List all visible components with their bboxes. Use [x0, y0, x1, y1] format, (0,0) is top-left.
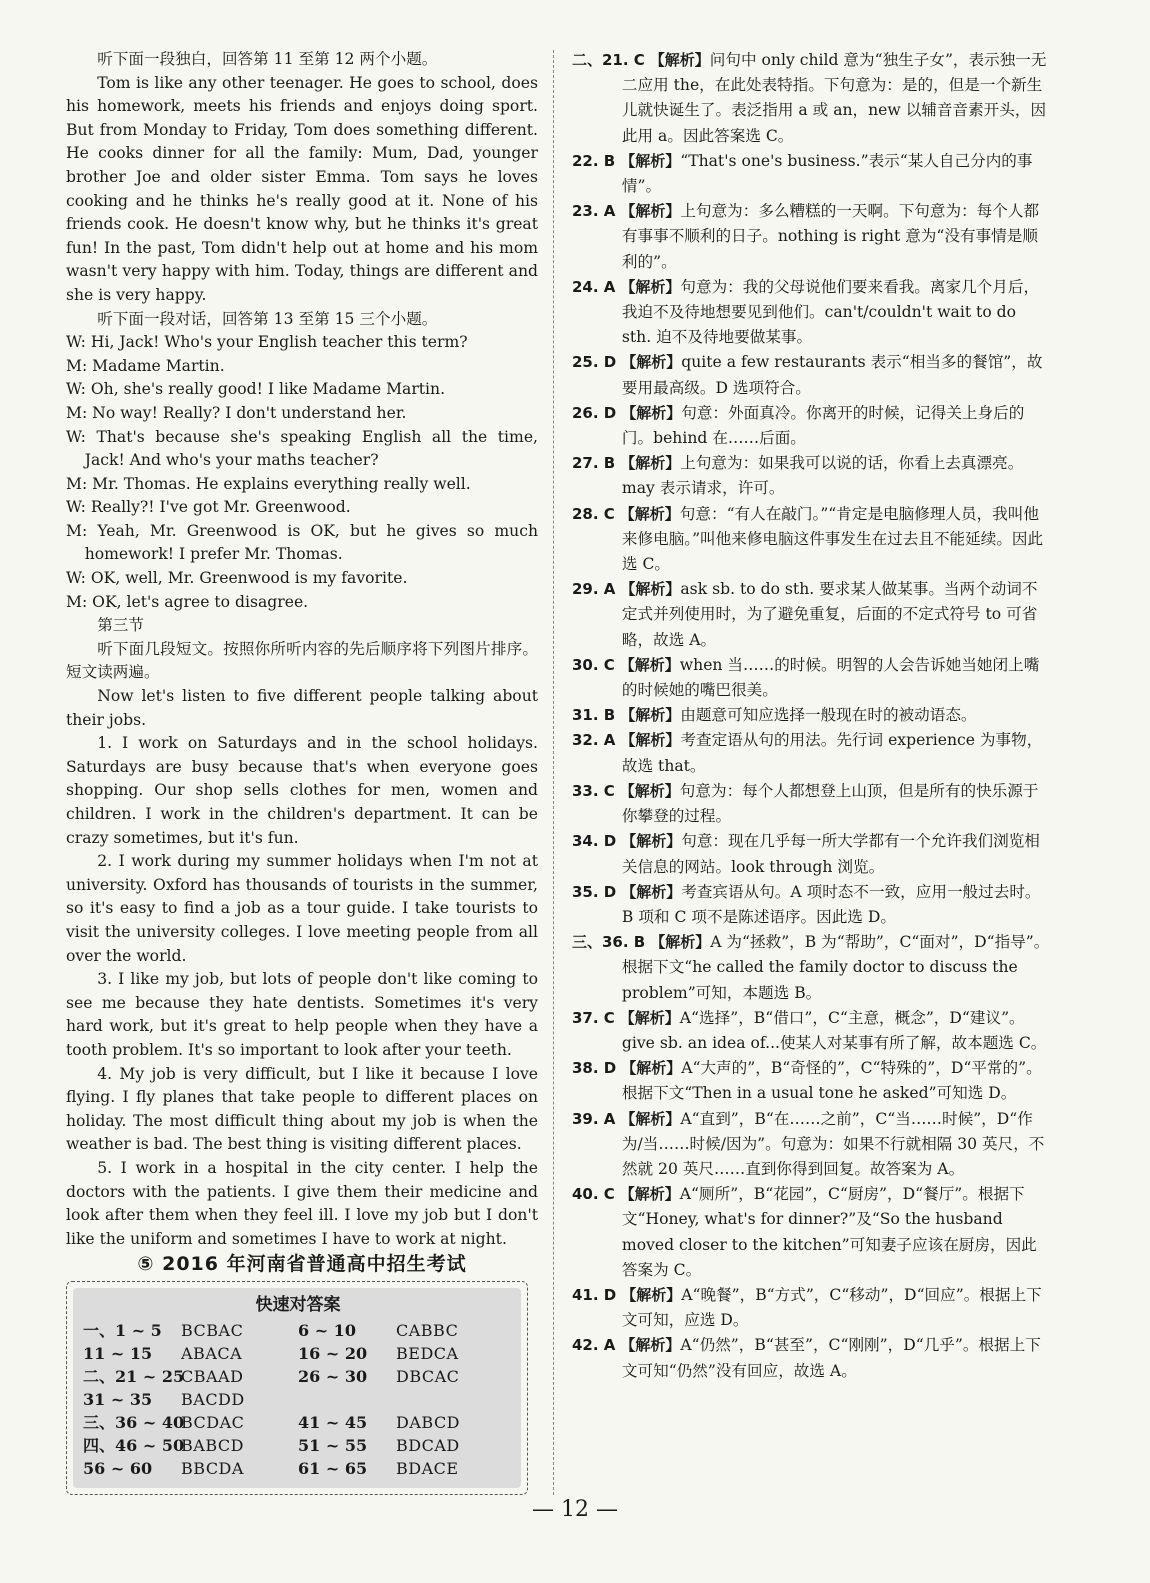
analysis-tag: 【解析】 [619, 1008, 680, 1027]
explanation-item [572, 1283, 1050, 1333]
item-number: 30. C [572, 655, 615, 674]
item-text: A“厕所”，B“花园”，C“厨房”，D“餐厅”。根据下文“Honey, what's for dinner?”及“So the husband moved closer to the kitchen”可知妻子应该在厨房，因此答案为 C。 [621, 1185, 1037, 1279]
analysis-tag: 【解析】 [620, 731, 681, 750]
answer-box-inner [73, 1288, 521, 1488]
analysis-tag: 【解析】 [621, 1059, 682, 1078]
answer-row [83, 1365, 513, 1388]
dialogue [66, 331, 538, 614]
answer-range: 61 ~ 65 [298, 1458, 368, 1478]
explanation-item [572, 703, 1050, 728]
item-text: A 为“拯救”，B 为“帮助”，C“面对”，D“指导”。根据下文“he called the family doctor to discuss the problem”可知，本题选 B。 [621, 933, 1050, 1002]
answer-value: BDCAD [396, 1435, 460, 1455]
answer-range: 四、46 ~ 50 [83, 1435, 185, 1455]
item-number: 26. D [572, 403, 617, 422]
analysis-tag: 【解析】 [621, 353, 682, 372]
item-text: 句意：“有人在敲门。”“肯定是电脑修理人员，我叫他来修电脑。”叫他来修电脑这件事发生在过去且不能延续。因此选 C。 [621, 504, 1044, 574]
answer-value: BACDD [181, 1389, 245, 1409]
item-number: 40. C [572, 1185, 615, 1204]
explanation-item [572, 350, 1050, 400]
item-number: 24. A [572, 277, 616, 296]
answer-range: 26 ~ 30 [298, 1366, 368, 1386]
answer-value: BCDAC [181, 1412, 245, 1432]
analysis-tag: 【解析】 [619, 1185, 680, 1204]
item-text: 上句意为：多么糟糕的一天啊。下句意为：每个人都有事事不顺利的日子。nothing is right 意为“没有事情是顺利的”。 [621, 202, 1040, 271]
item-text: 句意：外面真冷。你离开的时候，记得关上身后的门。behind 在……后面。 [621, 403, 1025, 448]
dialogue-line: M: Mr. Thomas. He explains everything really well. [66, 474, 471, 493]
dialogue-line: M: Yeah, Mr. Greenwood is OK, but he gives so much homework! I prefer Mr. Thomas. [66, 521, 538, 564]
quick-answer-box [66, 1281, 528, 1495]
analysis-tag: 【解析】 [621, 882, 682, 901]
section-title: 第三节 [97, 616, 144, 635]
item-text: A“直到”，B“在……之前”，C“当……时候”，D“作为/当……时候/因为”。句意为：如果不行就相隔 30 英尺，不然就 20 英尺……直到你得到回复。故答案为 A。 [621, 1109, 1045, 1178]
item-text: 考查宾语从句。A 项时态不一致，应用一般过去时。B 项和 C 项不是陈述语序。因此选 D。 [621, 882, 1041, 926]
analysis-tag: 【解析】 [649, 51, 710, 69]
answer-range: 二、21 ~ 25 [83, 1366, 185, 1386]
analysis-tag: 【解析】 [621, 403, 682, 422]
item-text: ask sb. to do sth. 要求某人做某事。当两个动词不定式并列使用时，为了避免重复，后面的不定式符号 to 可省略，故选 A。 [621, 580, 1038, 649]
explanation-item [572, 199, 1050, 275]
item-number: 42. A [572, 1336, 616, 1355]
item-text: 句意为：每个人都想登上山顶，但是所有的快乐源于你攀登的过程。 [621, 781, 1039, 826]
passage: 4. My job is very difficult, but I like it because I love flying. I fly planes that take people to different places on holiday. The most difficult thing about my job is when the weather is bad. The best thing is visiting different places. [66, 1064, 538, 1154]
item-number: 22. B [572, 151, 616, 170]
explanation-item [572, 502, 1050, 578]
analysis-tag: 【解析】 [650, 933, 711, 952]
analysis-tag: 【解析】 [620, 454, 681, 473]
dialogue-intro: 听下面一段对话，回答第 13 至第 15 三个小题。 [97, 309, 438, 328]
passage: 3. I like my job, but lots of people don't like coming to see me because they hate dentists. Sometimes it's very hard work, but it's great to help people when they have a tooth problem. It's so important to look after your teeth. [66, 970, 538, 1059]
analysis-tag: 【解析】 [619, 781, 680, 800]
item-number: 41. D [572, 1285, 617, 1304]
analysis-tag: 【解析】 [620, 580, 681, 599]
passage-intro: Now let's listen to five different people talking about their jobs. [66, 687, 538, 729]
analysis-tag: 【解析】 [620, 202, 681, 221]
explanation-item [572, 653, 1050, 703]
item-text: A“大声的”，B“奇怪的”，C“特殊的”，D“平常的”。根据下文“Then in a usual tone he asked”可知选 D。 [621, 1059, 1042, 1103]
explanation-item [572, 1006, 1050, 1056]
explanation-item [572, 880, 1050, 930]
explanation-item [572, 779, 1050, 829]
item-text: quite a few restaurants 表示“相当多的餐馆”，故要用最高级。D 选项符合。 [621, 353, 1043, 397]
answer-row [83, 1434, 513, 1457]
monologue-text: Tom is like any other teenager. He goes to school, does his homework, meets his friends and enjoys doing sport. But from Monday to Friday, Tom does something different. He cooks dinner for all the family: Mum, Dad, younger brother Joe and older sister Emma. Tom says he loves cooking and he thinks he's really good at it. None of his friends cook. He doesn't know why, but he thinks it's great fun! In the past, Tom didn't help out at home and his mom wasn't very happy with him. Today, things are different and she is very happy. [66, 73, 538, 304]
answer-range: 31 ~ 35 [83, 1389, 153, 1409]
item-number: 31. B [572, 706, 616, 725]
item-number: 35. D [572, 882, 617, 901]
answer-value: BBCDA [181, 1458, 244, 1478]
item-number: 32. A [572, 731, 616, 750]
analysis-tag: 【解析】 [619, 655, 680, 674]
analysis-tag: 【解析】 [620, 151, 681, 170]
dialogue-line: W: OK, well, Mr. Greenwood is my favorite. [66, 569, 408, 588]
item-number: 27. B [572, 454, 616, 473]
answer-range: 41 ~ 45 [298, 1412, 368, 1432]
explanation-item [572, 48, 1050, 149]
analysis-tag: 【解析】 [620, 277, 681, 296]
explanation-item [572, 1182, 1050, 1283]
item-text: 上句意为：如果我可以说的话，你看上去真漂亮。may 表示请求，许可。 [621, 454, 1024, 498]
answer-value: DBCAC [396, 1366, 460, 1386]
passage: 1. I work on Saturdays and in the school holidays. Saturdays are busy because that's when everyone goes shopping. Our shop sells clothes for men, women and children. I work in the children's department. It can be crazy sometimes, but it's fun. [66, 734, 538, 847]
analysis-tag: 【解析】 [621, 1285, 682, 1304]
answer-row [83, 1457, 513, 1480]
dialogue-line: M: Madame Martin. [66, 356, 225, 375]
column-divider [553, 50, 554, 1495]
answer-value: BDACE [396, 1458, 459, 1478]
item-text: 句意为：我的父母说他们要来看我。离家几个月后，我迫不及待地想要见到他们。can't/couldn't wait to do sth. 迫不及待地要做某事。 [621, 277, 1040, 347]
right-column [572, 48, 1050, 1384]
item-number: 23. A [572, 202, 616, 221]
explanation-item [572, 930, 1050, 1006]
item-number: 37. C [572, 1008, 615, 1027]
item-text: A“选择”，B“借口”，C“主意，概念”，D“建议”。give sb. an idea of...使某人对某事有所了解，故本题选 C。 [621, 1008, 1047, 1052]
item-number: 38. D [572, 1059, 617, 1078]
answer-value: BEDCA [396, 1343, 459, 1363]
answer-range: 6 ~ 10 [298, 1320, 356, 1340]
answer-range: 一、1 ~ 5 [83, 1320, 162, 1340]
item-number: 29. A [572, 580, 616, 599]
answer-row [83, 1319, 513, 1342]
item-number: 39. A [572, 1109, 616, 1128]
item-number: 34. D [572, 832, 617, 851]
dialogue-line: W: Hi, Jack! Who's your English teacher this term? [66, 333, 468, 352]
answer-range: 三、36 ~ 40 [83, 1412, 185, 1432]
answer-range: 11 ~ 15 [83, 1343, 153, 1363]
item-number: 25. D [572, 353, 617, 372]
exam-title: ⑤ 2016 年河南省普通高中招生考试 [137, 1253, 467, 1276]
answer-value: CABBC [396, 1320, 459, 1340]
explanation-item [572, 728, 1050, 778]
dialogue-line: W: Really?! I've got Mr. Greenwood. [66, 498, 351, 517]
left-column [66, 48, 538, 1495]
item-text: 句意：现在几乎每一所大学都有一个允许我们浏览相关信息的网站。look through 浏览。 [621, 832, 1040, 876]
item-text: 由题意可知应选择一般现在时的被动语态。 [680, 706, 977, 725]
monologue-intro: 听下面一段独白，回答第 11 至第 12 两个小题。 [97, 50, 438, 68]
dialogue-line: W: Oh, she's really good! I like Madame Martin. [66, 380, 446, 399]
passage: 5. I work in a hospital in the city center. I help the doctors with the patients. I give them their medicine and look after them when they feel ill. I love my job but I don't like the uniform and sometimes I have to work at night. [66, 1158, 538, 1248]
item-number: 33. C [572, 781, 615, 800]
answer-range: 16 ~ 20 [298, 1343, 368, 1363]
analysis-tag: 【解析】 [619, 504, 680, 523]
explanation-item [572, 1107, 1050, 1183]
dialogue-line: W: That's because she's speaking English all the time, Jack! And who's your maths teacher? [66, 427, 538, 470]
analysis-tag: 【解析】 [621, 832, 682, 851]
item-text: 考查定语从句的用法。先行词 experience 为事物，故选 that。 [621, 731, 1043, 775]
dialogue-line: M: No way! Really? I don't understand her. [66, 403, 407, 422]
section-instructions: 听下面几段短文。按照你所听内容的先后顺序将下列图片排序。短文读两遍。 [66, 639, 538, 682]
item-number: 28. C [572, 504, 615, 523]
answer-range: 51 ~ 55 [298, 1435, 368, 1455]
explanation-item [572, 829, 1050, 879]
answer-range [298, 1388, 396, 1411]
explanation-item [572, 1333, 1050, 1383]
analysis-tag: 【解析】 [620, 1109, 681, 1128]
explanation-item [572, 577, 1050, 653]
answer-row [83, 1388, 513, 1411]
explanation-item [572, 1056, 1050, 1106]
answer-row [83, 1342, 513, 1365]
answer-value: CBAAD [181, 1366, 244, 1386]
answer-range: 56 ~ 60 [83, 1458, 153, 1478]
explanation-item [572, 401, 1050, 451]
answer-value: BCBAC [181, 1320, 244, 1340]
answer-box-title: 快速对答案 [255, 1294, 341, 1315]
item-text: when 当……的时候。明智的人会告诉她当她闭上嘴的时候她的嘴巴很美。 [621, 655, 1040, 700]
item-text: 问句中 only child 意为“独生子女”，表示独一无二应用 the，在此处表特指。下句意为：是的，但是一个新生儿就快诞生了。表泛指用 a 或 an，new 以辅音音素开头，因此用 a。因此答案选 C。 [621, 51, 1047, 145]
explanation-item [572, 451, 1050, 501]
dialogue-line: M: OK, let's agree to disagree. [66, 592, 309, 611]
page-number: — 12 — [532, 1497, 618, 1522]
item-text: A“仍然”，B“甚至”，C“刚刚”，D“几乎”。根据上下文可知“仍然”没有回应，故选 A。 [621, 1336, 1041, 1380]
answer-value: ABACA [181, 1343, 243, 1363]
item-number: 三、36. B [572, 933, 646, 952]
item-number: 二、21. C [572, 51, 645, 69]
explanation-item [572, 275, 1050, 351]
answer-row [83, 1411, 513, 1434]
answer-value: DABCD [396, 1412, 461, 1432]
analysis-tag: 【解析】 [620, 1336, 681, 1355]
answer-value: BABCD [181, 1435, 244, 1455]
item-text: A“晚餐”，B“方式”，C“移动”，D“回应”。根据上下文可知，应选 D。 [621, 1285, 1042, 1330]
analysis-tag: 【解析】 [620, 706, 681, 725]
passage: 2. I work during my summer holidays when I'm not at university. Oxford has thousands of tourists in the summer, so it's easy to find a job as a tour guide. I take tourists to visit the university colleges. I love meeting people from all over the world. [66, 852, 538, 965]
item-text: “That's one's business.”表示“某人自己分内的事情”。 [621, 151, 1033, 196]
explanation-item [572, 149, 1050, 199]
